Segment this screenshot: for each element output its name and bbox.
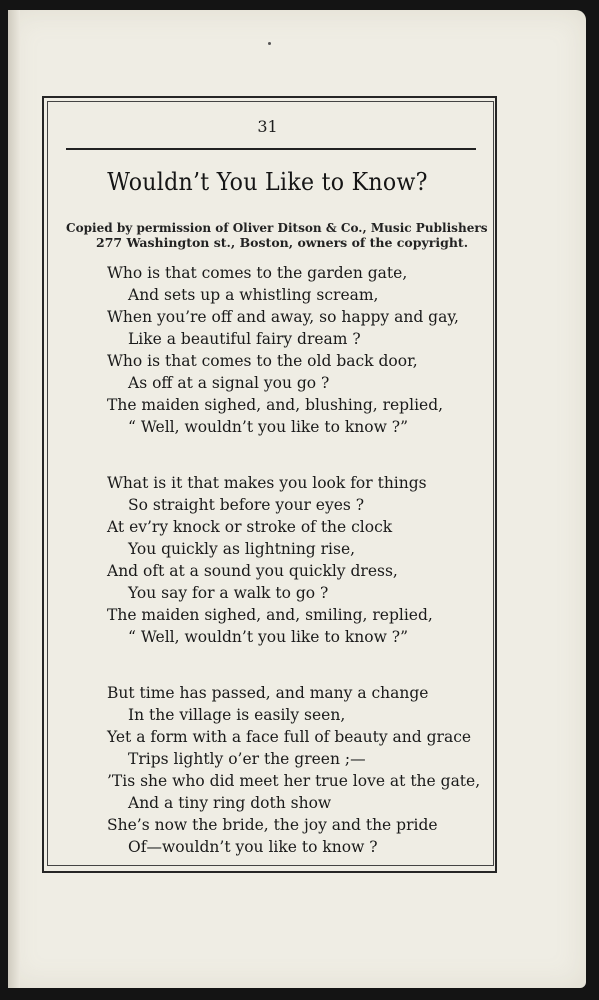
verse-line: And oft at a sound you quickly dress, bbox=[107, 562, 398, 580]
verse-line: As off at a signal you go ? bbox=[128, 374, 330, 392]
verse-line: Like a beautiful fairy dream ? bbox=[128, 330, 361, 348]
verse-line: “ Well, wouldn’t you like to know ?” bbox=[128, 628, 409, 646]
credit-line-1: Copied by permission of Oliver Ditson & Co., Music Publishers bbox=[66, 220, 488, 235]
verse-line: At ev’ry knock or stroke of the clock bbox=[107, 518, 393, 536]
verse-line: Yet a form with a face full of beauty and grace bbox=[107, 728, 472, 746]
verse-line: Who is that comes to the old back door, bbox=[107, 352, 418, 370]
verse-line: Who is that comes to the garden gate, bbox=[107, 264, 408, 282]
verse-line: And sets up a whistling scream, bbox=[128, 286, 379, 304]
verse-line: The maiden sighed, and, smiling, replied, bbox=[107, 606, 433, 624]
verse-line: And a tiny ring doth show bbox=[128, 794, 332, 812]
verse-line: Of—wouldn’t you like to know ? bbox=[128, 838, 378, 856]
page-gutter bbox=[8, 10, 20, 988]
credit-line-2: 277 Washington st., Boston, owners of the copyright. bbox=[96, 235, 469, 250]
verse-line: When you’re off and away, so happy and gay, bbox=[107, 308, 459, 326]
speck bbox=[268, 42, 271, 45]
page-number: 31 bbox=[257, 117, 278, 136]
verse-line: But time has passed, and many a change bbox=[107, 684, 429, 702]
song-title: Wouldn’t You Like to Know? bbox=[107, 168, 428, 196]
verse-line: She’s now the bride, the joy and the pride bbox=[107, 816, 438, 834]
verse-line: So straight before your eyes ? bbox=[128, 496, 365, 514]
header-rule bbox=[66, 148, 476, 150]
verse-line: You quickly as lightning rise, bbox=[128, 540, 356, 558]
verse-line: You say for a walk to go ? bbox=[128, 584, 329, 602]
verse-line: What is it that makes you look for things bbox=[107, 474, 427, 492]
verse-line: ’Tis she who did meet her true love at the gate, bbox=[107, 772, 481, 790]
verse-line: Trips lightly o’er the green ;— bbox=[128, 750, 366, 768]
verse-line: The maiden sighed, and, blushing, replied, bbox=[107, 396, 444, 414]
verse-line: In the village is easily seen, bbox=[128, 706, 346, 724]
verse-line: “ Well, wouldn’t you like to know ?” bbox=[128, 418, 409, 436]
